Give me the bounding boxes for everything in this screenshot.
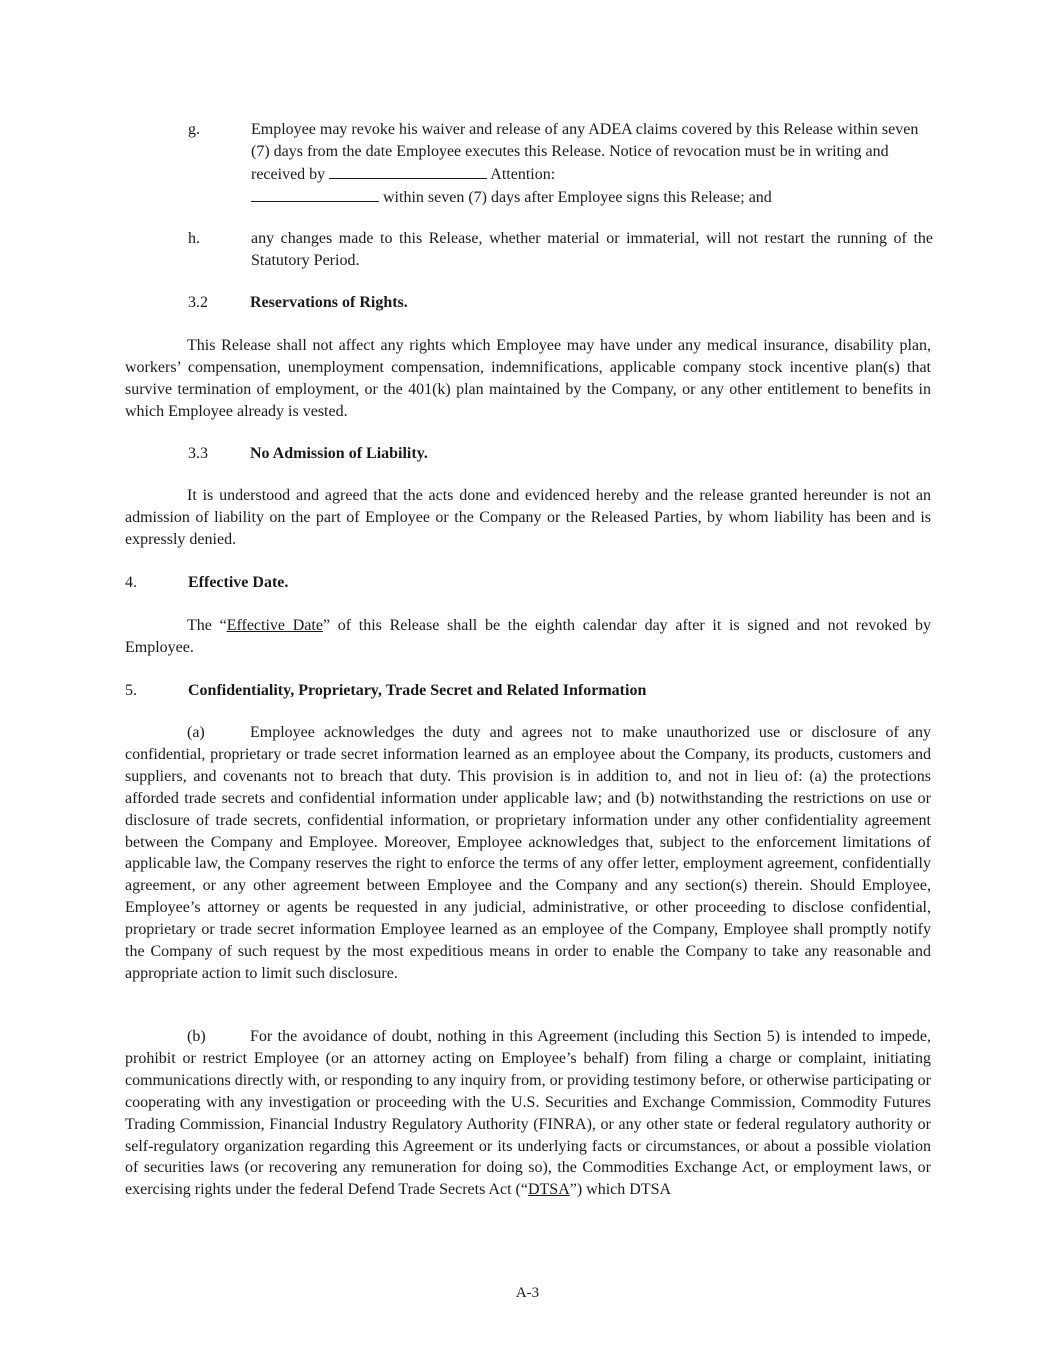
page-number: A-3	[515, 1285, 540, 1301]
section-body-3-3: It is understood and agreed that the acts done and evidenced hereby and the release granted hereunder is not an admission of liability on the part of Employee or the Company or the Released Parties, by whom liability has been and is expressly denied.	[125, 487, 931, 548]
section-number: 5.	[125, 682, 137, 699]
section-body-3-2: This Release shall not affect any rights which Employee may have under any medical insurance, disability plan, workers’ compensation, unemployment compensation, indemnifications, applicable company stock incentive plan(s) that survive termination of employment, or the 401(k) plan maintained by the Company, or any other entitlement to benefits in which Employee already is vested.	[125, 337, 931, 420]
section-number: 3.3	[188, 445, 208, 462]
blank-line	[329, 163, 487, 179]
section-title: Effective Date.	[188, 574, 289, 591]
blank-line	[251, 186, 379, 202]
section-title: Confidentiality, Proprietary, Trade Secret and Related Information	[188, 682, 647, 699]
section-title: Reservations of Rights.	[250, 294, 408, 311]
defined-term: DTSA	[527, 1181, 570, 1199]
list-item-text: Employee may revoke his waiver and release of any ADEA claims covered by this Release within seven (7) days from the date Employee executes this Release. Notice of revocation must be in writing and received by Attention: within seven (7) days after Employee signs this Release; and	[251, 121, 919, 206]
list-item-h	[188, 228, 933, 272]
list-marker: g.	[188, 121, 200, 138]
subsection-label: (b)	[187, 1028, 206, 1045]
section-title: No Admission of Liability.	[250, 445, 428, 462]
section-body-4: The “Effective Date” of this Release shall be the eighth calendar day after it is signed and not revoked by Employee.	[125, 617, 932, 656]
subsection-label: (a)	[187, 724, 205, 741]
section-number: 3.2	[188, 294, 208, 311]
section-number: 4.	[125, 574, 137, 591]
list-marker: h.	[188, 230, 200, 247]
defined-term: Effective Date	[226, 617, 323, 634]
section-5-b: (b) For the avoidance of doubt, nothing in this Agreement (including this Section 5) is intended to impede, prohibit or restrict Employee (or an attorney acting on Employee’s behalf) from filing a charge or complaint, initiating communications directly with, or responding to any inquiry from, or providing testimony before, or otherwise participating or cooperating with any investigation or proceeding with the U.S. Securities and Exchange Commission, Commodity Futures Trading Commission, Financial Industry Regulatory Authority (FINRA), or any other state or federal regulatory authority or self-regulatory organization regarding this Agreement or its underlying facts or circumstances, or about a possible violation of securities laws (or recovering any remuneration for doing so), the Commodities Exchange Act, or employment laws, or exercising rights under the federal Defend Trade Secrets Act (“DTSA”) which DTSA	[125, 1028, 931, 1199]
section-5-a: (a) Employee acknowledges the duty and agrees not to make unauthorized use or disclosure of any confidential, proprietary or trade secret information learned as an employee about the Company, its products, customers and suppliers, and covenants not to breach that duty. This provision is in addition to, and not in lieu of: (a) the protections afforded trade secrets and confidential information under applicable law; and (b) notwithstanding the restrictions on use or disclosure of trade secrets, confidential information, or proprietary information under any other confidentiality agreement between the Company and Employee. Moreover, Employee acknowledges that, subject to the enforcement limitations of applicable law, the Company reserves the right to enforce the terms of any offer letter, employment agreement, confidentially agreement, or any other agreement between Employee and the Company and any section(s) therein. Should Employee, Employee’s attorney or agents be requested in any judicial, administrative, or other proceeding to disclose confidential, proprietary or trade secret information Employee learned as an employee of the Company, Employee shall promptly notify the Company of such request by the most expeditious means in order to enable the Company to take any reasonable and appropriate action to limit such disclosure.	[125, 724, 931, 982]
list-item-g	[188, 119, 933, 209]
list-item-text: any changes made to this Release, whether material or immaterial, will not restart the running of the Statutory Period.	[251, 230, 933, 269]
